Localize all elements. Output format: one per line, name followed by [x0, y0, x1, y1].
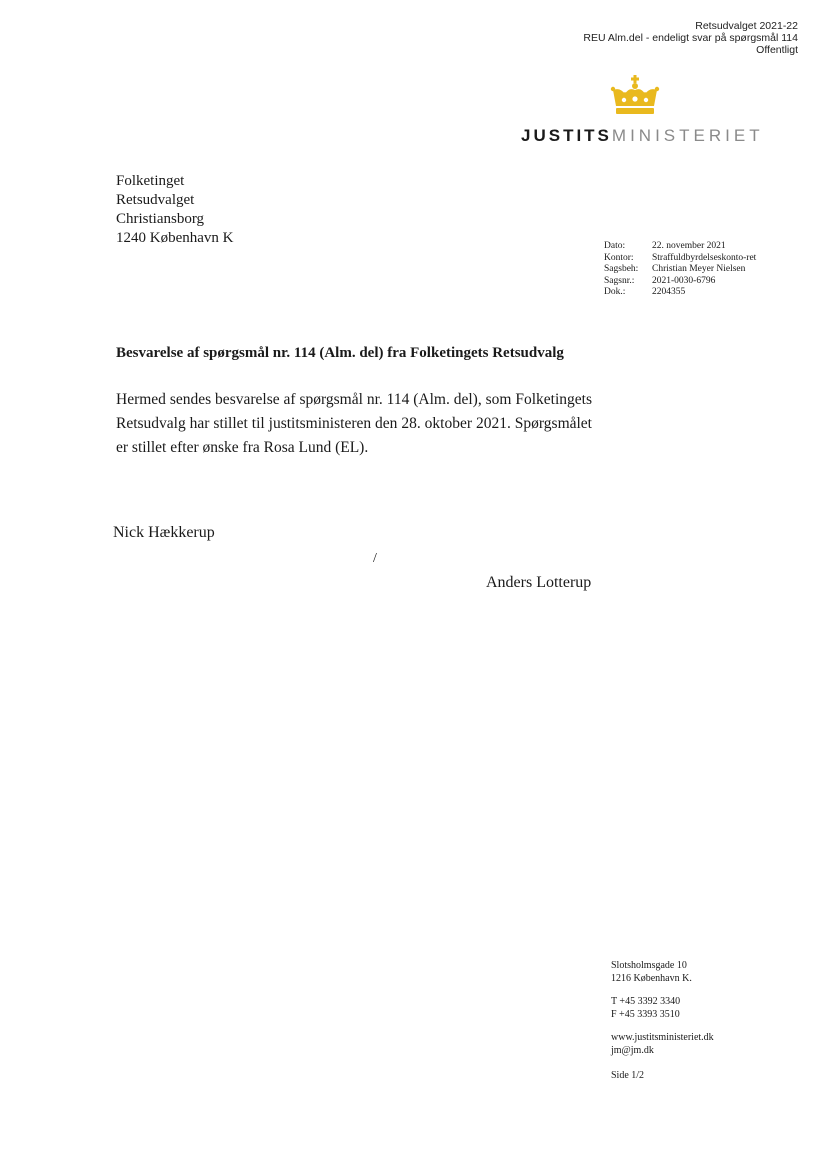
logo-text-ministeriet: MINISTERIET [611, 126, 764, 145]
footer-fax: F +45 3393 3510 [611, 1008, 680, 1020]
meta-row-document [604, 287, 764, 299]
meta-label: Sagsbeh: [604, 264, 639, 274]
stamp-committee: Retsudvalget 2021-22 [695, 20, 798, 32]
logo-text-justits: JUSTITS [521, 126, 612, 145]
case-metadata [604, 241, 764, 299]
meta-row-date [604, 241, 764, 253]
meta-label: Kontor: [604, 252, 634, 263]
meta-value: 22. november 2021 [652, 241, 726, 251]
meta-row-handler [604, 264, 764, 276]
meta-label: Sagsnr.: [604, 275, 635, 286]
meta-value: Straffuldbyrdelseskonto-ret [652, 252, 757, 263]
stamp-reference: REU Alm.del - endeligt svar på spørgsmål 114 [583, 32, 798, 44]
meta-row-case-number [604, 276, 764, 288]
address-line: 1240 København K [116, 230, 234, 246]
signature-separator: / [373, 551, 377, 566]
stamp-status: Offentligt [756, 44, 798, 56]
footer-phone: T +45 3392 3340 [611, 996, 681, 1007]
footer-website-link[interactable]: www.justitsministeriet.dk [611, 1032, 714, 1043]
meta-value: 2204355 [652, 287, 686, 297]
signature-official: Anders Lotterup [486, 574, 592, 591]
letter-subject: Besvarelse af spørgsmål nr. 114 (Alm. del) fra Folketingets Retsudvalg [116, 345, 564, 361]
letter-body: Hermed sendes besvarelse af spørgsmål nr. 114 (Alm. del), som Folketingets Retsudvalg har stillet til justitsministeren den 28. oktober 2021. Spørgsmålet er stillet efter ønske fra Rosa Lund (EL). [116, 391, 592, 456]
meta-label: Dato: [604, 241, 626, 251]
signature-minister: Nick Hækkerup [113, 524, 215, 541]
address-line: Folketinget [116, 173, 185, 189]
footer-street: Slotsholmsgade 10 [611, 960, 687, 971]
page-number: Side 1/2 [611, 1070, 645, 1081]
meta-value: Christian Meyer Nielsen [652, 264, 746, 274]
address-line: Christiansborg [116, 211, 205, 227]
document-stamp [583, 20, 798, 56]
meta-value: 2021-0030-6796 [652, 275, 716, 286]
recipient-address [116, 172, 233, 248]
ministry-logo [521, 126, 764, 146]
crown-icon [610, 74, 660, 118]
ministry-contact-footer [611, 960, 714, 1083]
footer-email-link[interactable]: jm@jm.dk [611, 1044, 654, 1056]
footer-city: 1216 København K. [611, 972, 692, 984]
address-line: Retsudvalget [116, 192, 195, 208]
meta-row-office [604, 253, 764, 265]
meta-label: Dok.: [604, 287, 626, 297]
